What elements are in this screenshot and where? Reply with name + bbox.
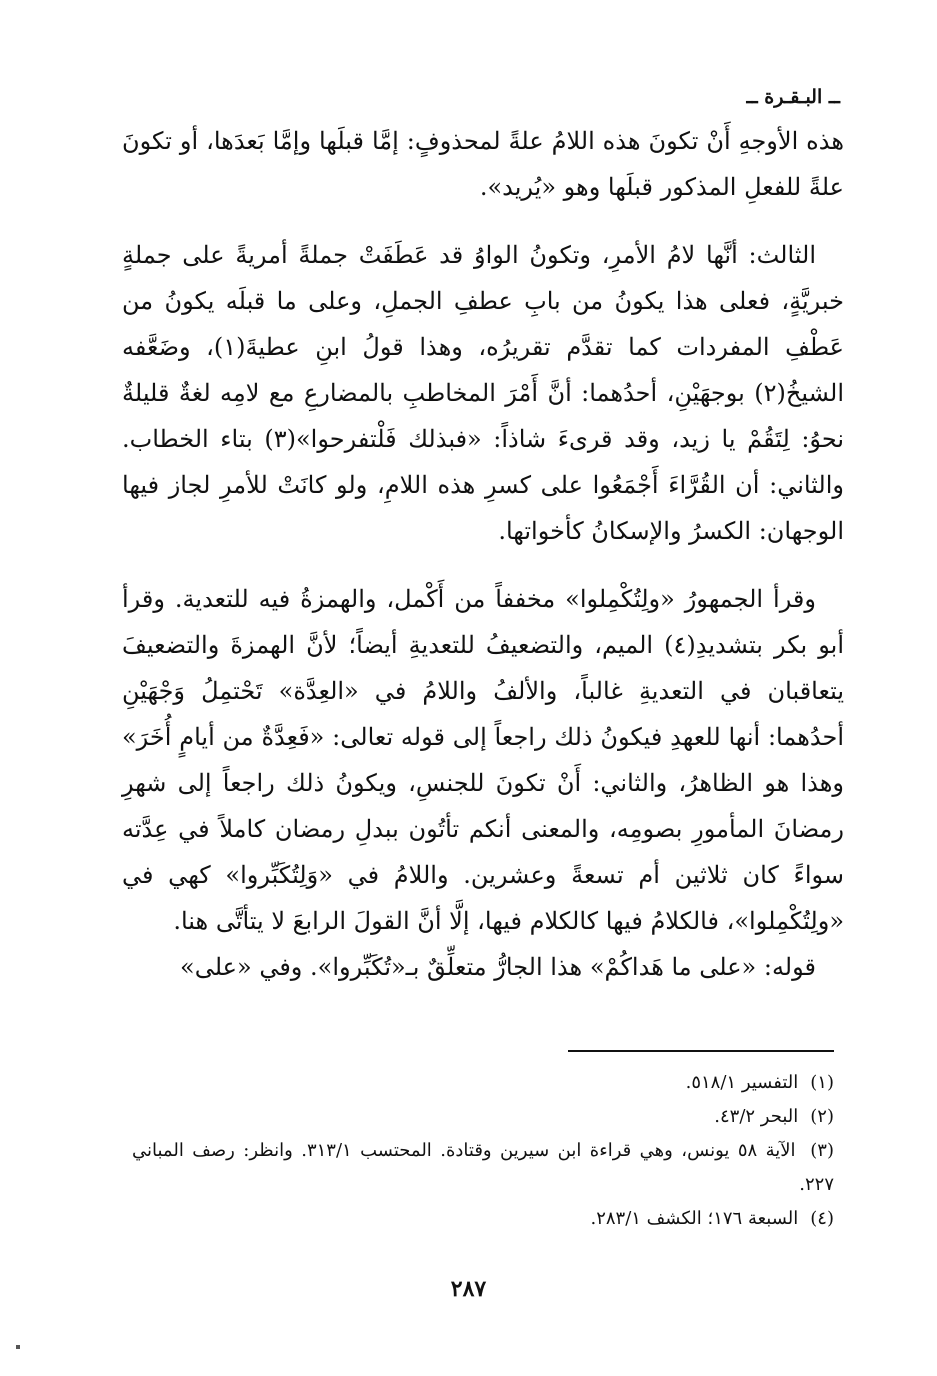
footnote-separator <box>568 1050 834 1052</box>
footnote-text: السبعة ١٧٦؛ الكشف ٢٨٣/١. <box>590 1208 799 1229</box>
footnote-text: التفسير ٥١٨/١. <box>685 1072 799 1093</box>
footnote <box>132 1202 834 1236</box>
paragraph: هذه الأوجهِ أَنْ تكونَ هذه اللامُ علةً لمحذوفٍ: إمَّا قبلَها وإمَّا بَعدَها، أو تكونَ علةً للفعلِ المذكور قبلَها وهو «يُريد». <box>122 127 844 201</box>
main-text <box>122 118 844 990</box>
footnote-number: (٣) <box>810 1140 834 1161</box>
page-number: ٢٨٧ <box>450 1276 487 1302</box>
paragraph: قوله: «على ما هَداكُمْ» هذا الجارُّ متعلِّقٌ بـ«تُكَبِّروا». وفي «على» <box>180 953 816 981</box>
footnotes <box>132 1066 834 1236</box>
footnote-number: (٤) <box>810 1208 834 1229</box>
footnote-number: (٢) <box>810 1106 834 1127</box>
footnote-text: البحر ٤٣/٢. <box>714 1106 799 1127</box>
footnote <box>132 1100 834 1134</box>
footnote-number: (١) <box>810 1072 834 1093</box>
running-header: ــ البـقـرة ــ <box>746 86 840 108</box>
scan-speck <box>16 1345 20 1349</box>
paragraph: الثالث: أنَّها لامُ الأمرِ، وتكونُ الواوُ قد عَطَفَتْ جملةً أمريةً على جملةٍ خبريَّةٍ، فعلى هذا يكونُ من بابِ عطفِ الجملِ، وعلى ما قبلَه يكونُ من عَطْفِ المفردات كما تقدَّم تقريرُه، وهذا قولُ ابنِ عطيةَ(١)، وضَعَّفه الشيخُ(٢) بوجهَيْنِ، أحدُهما: أنَّ أَمْرَ المخاطبِ بالمضارعِ مع لامِه لغةٌ قليلةٌ نحوُ: لِتَقُمْ يا زيد، وقد قرىءَ شاذاً: «فبذلك فَلْتفرحوا»(٣) بتاء الخطاب. والثاني: أن القُرَّاءَ أَجْمَعُوا على كسرِ هذه اللامِ، ولو كانَتْ للأمرِ لجاز فيها الوجهان: الكسرُ والإسكانُ كأخواتها. <box>122 241 845 545</box>
footnote <box>132 1134 834 1202</box>
footnote <box>132 1066 834 1100</box>
footnote-text: الآية ٥٨ يونس، وهي قراءة ابن سيرين وقتادة. المحتسب ٣١٣/١. وانظر: رصف المباني ٢٢٧. <box>132 1140 834 1195</box>
paragraph: وقرأ الجمهورُ «ولِتُكْمِلوا» مخففاً من أَكْمل، والهمزةُ فيه للتعدية. وقرأ أبو بكر بتشديدِ(٤) الميم، والتضعيفُ للتعديةِ أيضاً؛ لأنَّ الهمزةَ والتضعيفَ يتعاقبان في التعديةِ غالباً، والألفُ واللامُ في «العِدَّة» تَحْتمِلُ وَجْهَيْنِ أحدُهما: أنها للعهدِ فيكونُ ذلك راجعاً إلى قوله تعالى: «فَعِدَّةٌ من أيامٍ أُخَرَ» وهذا هو الظاهرُ، والثاني: أَنْ تكونَ للجنسِ، ويكونُ ذلك راجعاً إلى شهرِ رمضانَ المأمورِ بصومِه، والمعنى أنكم تأتُون ببدلِ رمضان كاملاً في عِدَّته سواءً كان ثلاثين أم تسعةً وعشرين. واللامُ في «وَلِتُكَبِّروا» كهي في «ولِتُكْمِلوا»، فالكلامُ فيها كالكلام فيها، إلَّا أنَّ القولَ الرابعَ لا يتأتَّى هنا. <box>122 585 845 935</box>
